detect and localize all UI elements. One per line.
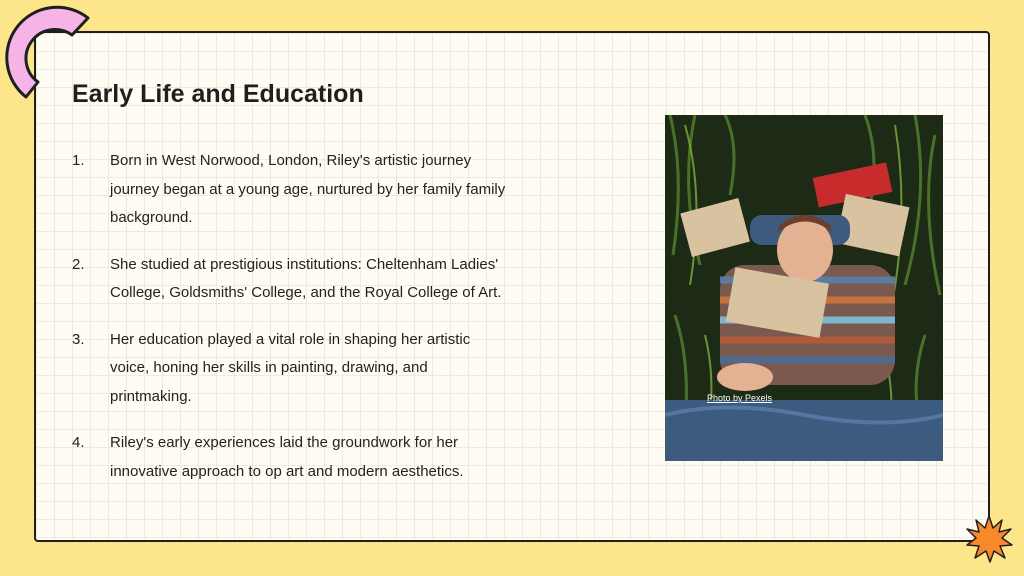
list-item [72,251,512,308]
list-item-text: She studied at prestigious institutions: Cheltenham Ladies' College, Goldsmiths' College, and the Royal College of Art. [110,255,502,301]
list-item-text: Her education played a vital role in shaping her artistic voice, honing her skills in painting, drawing, and printmaking. [110,330,471,405]
photo-credit-link[interactable]: Photo by Pexels [707,393,773,403]
photo-illustration [665,115,943,461]
list-item [72,147,512,233]
list-item [72,326,512,412]
list-item-number: 1. [72,152,85,169]
list-item-number: 2. [72,255,85,273]
list-item [72,429,512,486]
list-item-number: 3. [72,330,85,348]
list-item-text: Riley's early experiences laid the groundwork for her innovative approach to op art and modern aesthetics. [110,434,464,480]
photo [665,115,943,461]
numbered-list [72,147,512,504]
page-title: Early Life and Education [72,80,364,108]
list-item-text: Born in West Norwood, London, Riley's artistic journey journey began at a young age, nurtured by her family family background. [110,152,506,226]
orange-sunburst-icon [964,514,1014,564]
list-item-number: 4. [72,434,85,451]
